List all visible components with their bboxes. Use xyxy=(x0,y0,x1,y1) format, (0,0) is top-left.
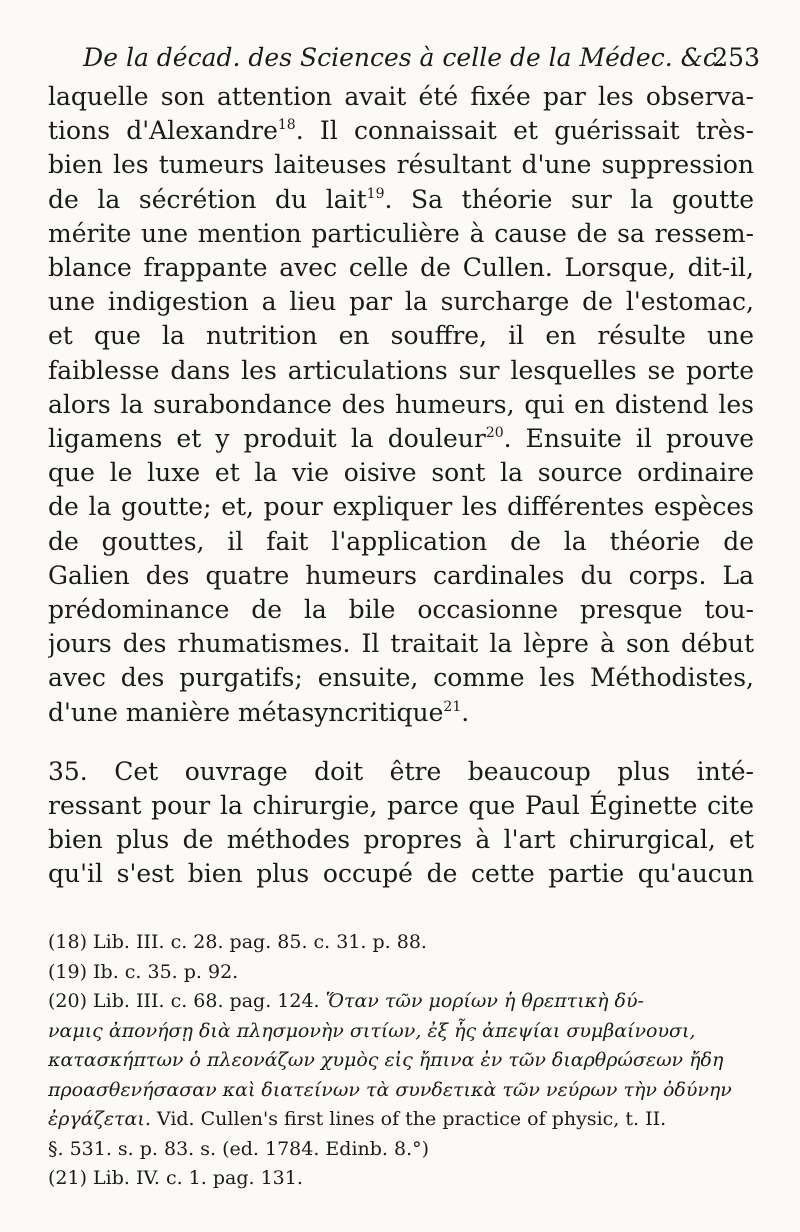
text-line: 35. Cet ouvrage doit être beaucoup plus inté- xyxy=(48,756,754,786)
greek-quote-line: κατασκήπτων ὁ πλεονάζων χυμὸς εἰς ἤπινα ἐν τῶν διαρθρώσεων ἤδη xyxy=(48,1049,724,1071)
text-line: de la goutte; et, pour expliquer les différentes espèces xyxy=(48,492,754,522)
footnotes xyxy=(48,928,754,1194)
text-line: jours des rhumatismes. Il traitait la lèpre à son début xyxy=(48,629,754,659)
footnote-20-citation: §. 531. s. p. 83. s. (ed. 1784. Edinb. 8.°) xyxy=(48,1137,430,1160)
greek-quote-line: ναμις ἀπονήσῃ διὰ πλησμονὴν σιτίων, ἐξ ἧς ἀπεψίαι συμβαίνουσι, xyxy=(48,1019,696,1042)
page-number: 253 xyxy=(712,43,760,72)
footnote-ref: 21 xyxy=(443,698,462,715)
text-line: faiblesse dans les articulations sur lesquelles se porte xyxy=(48,355,754,385)
greek-quote: Ὅταν τῶν μορίων ἡ θρεπτικὴ δύ- xyxy=(325,990,644,1012)
text-line: blance frappante avec celle de Cullen. Lorsque, dit-il, xyxy=(48,253,754,283)
footnote-18: (18) Lib. III. c. 28. pag. 85. c. 31. p. 88. xyxy=(48,931,427,953)
footnote-20: (20) Lib. III. c. 68. pag. 124. Ὅταν τῶν μορίων ἡ θρεπτικὴ δύ- xyxy=(48,990,644,1012)
text-line: qu'il s'est bien plus occupé de cette partie qu'aucun xyxy=(48,859,754,889)
greek-quote-line: προασθενήσασαν καὶ διατείνων τὰ συνδετικὰ τῶν νεύρων τὴν ὀδύνην xyxy=(48,1078,732,1101)
text-line: prédominance de la bile occasionne presque tou- xyxy=(48,595,754,625)
running-title: De la décad. des Sciences à celle de la Médec. &c. xyxy=(83,43,725,72)
text-line: de la sécrétion du lait$^{19}$. Sa théorie sur la goutte xyxy=(48,184,754,214)
footnote-20-citation: ἐργάζεται. Vid. Cullen's first lines of the practice of physic, t. II. xyxy=(48,1108,667,1130)
text-line: que le luxe et la vie oisive sont la source ordinaire xyxy=(48,458,754,488)
text-line: d'une manière métasyncritique$^{21}$. xyxy=(48,697,470,727)
footnote-19: (19) Ib. c. 35. p. 92. xyxy=(48,960,239,983)
footnote-21: (21) Lib. IV. c. 1. pag. 131. xyxy=(48,1167,303,1189)
footnote-ref: 20 xyxy=(485,425,504,442)
text-line: mérite une mention particulière à cause de sa ressem- xyxy=(48,218,754,248)
text-line: bien les tumeurs laiteuses résultant d'une suppression xyxy=(48,150,754,180)
text-line: ressant pour la chirurgie, parce que Paul Éginette cite xyxy=(48,791,754,821)
paragraph-gap xyxy=(48,730,754,755)
text-line: bien plus de méthodes propres à l'art chirurgical, et xyxy=(48,825,754,855)
main-text xyxy=(48,80,754,892)
text-line: ligamens et y produit la douleur$^{20}$. Ensuite il prouve xyxy=(48,424,754,454)
text-line: une indigestion a lieu par la surcharge de l'estomac, xyxy=(48,287,754,317)
text-line: Galien des quatre humeurs cardinales du corps. La xyxy=(48,560,754,590)
footnote-ref: 18 xyxy=(277,117,296,134)
text-line: alors la surabondance des humeurs, qui en distend les xyxy=(48,389,754,419)
text-line: laquelle son attention avait été fixée par les observa- xyxy=(48,82,754,111)
text-line: avec des purgatifs; ensuite, comme les Méthodistes, xyxy=(48,663,754,693)
text-line: et que la nutrition en souffre, il en résulte une xyxy=(48,321,754,351)
text-line: tions d'Alexandre$^{18}$. Il connaissait et guérissait très- xyxy=(48,116,754,146)
footnote-ref: 19 xyxy=(366,185,385,202)
text-line: de gouttes, il fait l'application de la théorie de xyxy=(48,526,754,556)
